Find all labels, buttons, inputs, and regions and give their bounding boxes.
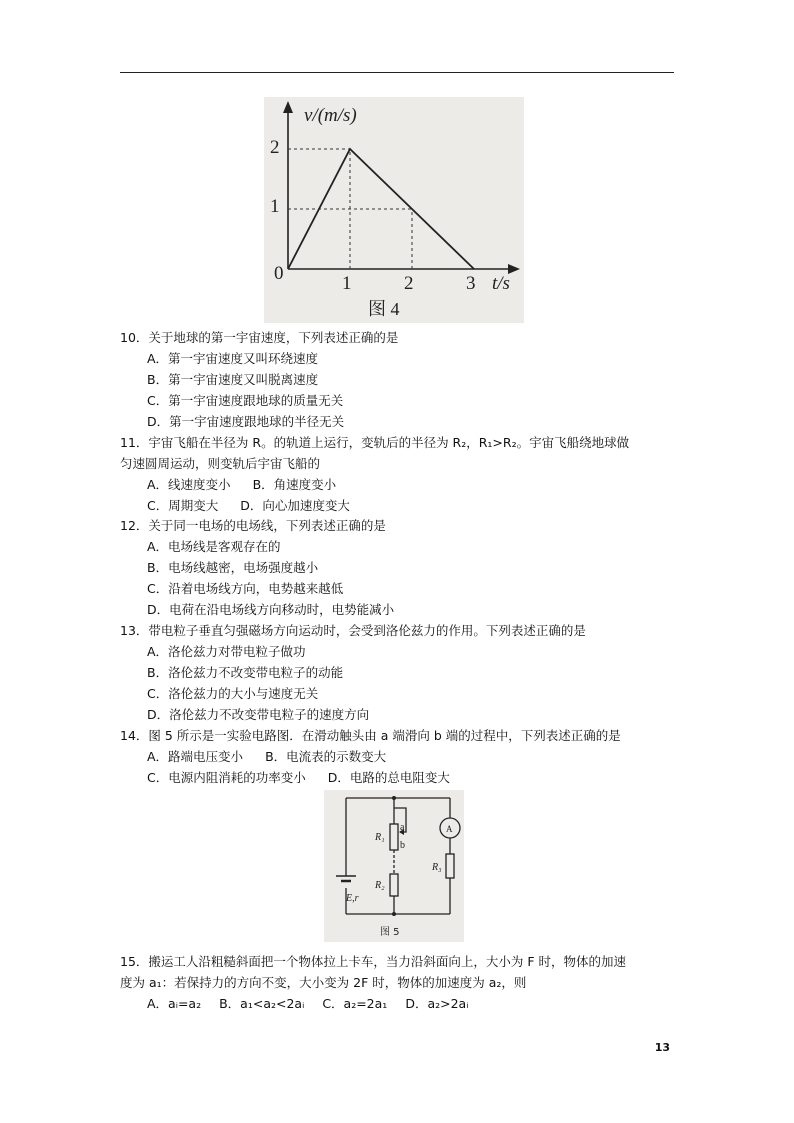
question-10-option-b: B．第一宇宙速度又叫脱离速度 <box>147 372 319 387</box>
question-12-option-b: B．电场线越密，电场强度越小 <box>147 560 319 575</box>
label-r1: R₁ <box>375 832 385 843</box>
question-10-option-d: D．第一宇宙速度跟地球的半径无关 <box>147 414 345 429</box>
resistor-r2 <box>390 874 398 896</box>
question-14-options-row1 <box>147 746 386 767</box>
question-11-stem: 11．宇宙飞船在半径为 R。的轨道上运行，变轨后的半径为 R₂，R₁>R₂。宇宙飞船绕地球做 <box>120 435 630 450</box>
question-10-option-a: A．第一宇宙速度又叫环绕速度 <box>147 351 319 366</box>
question-11-option-b: B．角速度变小 <box>252 477 337 492</box>
label-battery: E,r <box>346 893 359 904</box>
y-axis-label: v/(m/s) <box>304 105 357 126</box>
question-14-option-b: B．电流表的示数变大 <box>265 749 387 764</box>
question-13-option-d: D．洛伦兹力不改变带电粒子的速度方向 <box>147 707 370 722</box>
question-11-option-c: C．周期变大 <box>147 498 219 513</box>
x-tick-3: 3 <box>466 273 476 294</box>
label-r3: R₃ <box>432 862 442 873</box>
x-tick-1: 1 <box>342 273 352 294</box>
question-14-option-c: C．电源内阻消耗的功率变小 <box>147 770 306 785</box>
question-10-option-c: C．第一宇宙速度跟地球的质量无关 <box>147 393 344 408</box>
figure-4 <box>264 97 524 323</box>
question-14-stem: 14．图 5 所示是一实验电路图．在滑动触头由 a 端滑向 b 端的过程中，下列表述正确的是 <box>120 728 621 743</box>
label-b: b <box>400 840 405 851</box>
question-12-option-d: D．电荷在沿电场线方向移动时，电势能减小 <box>147 602 395 617</box>
question-11-options-row2 <box>147 495 350 516</box>
question-15-options <box>147 993 468 1014</box>
question-12-stem: 12．关于同一电场的电场线，下列表述正确的是 <box>120 518 386 533</box>
question-15-stem-cont: 度为 a₁：若保持力的方向不变，大小变为 2F 时，物体的加速度为 a₂，则 <box>120 975 527 990</box>
header-rule <box>120 72 674 73</box>
question-13-stem: 13．带电粒子垂直匀强磁场方向运动时，会受到洛伦兹力的作用。下列表述正确的是 <box>120 623 586 638</box>
x-axis-label: t/s <box>492 273 510 294</box>
question-10-stem: 10．关于地球的第一宇宙速度，下列表述正确的是 <box>120 330 399 345</box>
question-12-option-a: A．电场线是客观存在的 <box>147 539 281 554</box>
x-tick-2: 2 <box>404 273 414 294</box>
figure-4-graph <box>264 97 524 323</box>
question-13-option-b: B．洛伦兹力不改变带电粒子的动能 <box>147 665 344 680</box>
origin-label: 0 <box>274 263 284 284</box>
question-15-stem: 15．搬运工人沿粗糙斜面把一个物体拉上卡车，当力沿斜面向上，大小为 F 时，物体的加速 <box>120 954 627 969</box>
label-r2: R₂ <box>375 880 385 891</box>
figure-5 <box>324 790 464 942</box>
question-11-option-d: D．向心加速度变大 <box>240 498 350 513</box>
junction-bottom <box>392 912 396 916</box>
question-14-options-row2 <box>147 767 450 788</box>
y-axis-arrow <box>283 101 293 113</box>
question-13-option-c: C．洛伦兹力的大小与速度无关 <box>147 686 319 701</box>
question-15-option-a: A．aᵢ=a₂ <box>147 996 202 1011</box>
figure-4-caption: 图 4 <box>368 299 400 319</box>
question-11-stem-cont: 匀速圆周运动，则变轨后宇宙飞船的 <box>120 456 321 471</box>
question-13-option-a: A．洛伦兹力对带电粒子做功 <box>147 644 306 659</box>
resistor-r3 <box>446 854 454 878</box>
question-15-option-d: D．a₂>2aᵢ <box>405 996 469 1011</box>
question-15-option-c: C．a₂=2a₁ <box>322 996 388 1011</box>
figure-5-circuit <box>324 790 464 942</box>
y-tick-1: 1 <box>270 196 280 217</box>
junction-top <box>392 796 396 800</box>
label-ammeter: A <box>446 824 453 834</box>
resistor-r1 <box>390 824 398 850</box>
question-14-option-d: D．电路的总电阻变大 <box>327 770 450 785</box>
question-15-option-b: B．a₁<a₂<2aᵢ <box>219 996 305 1011</box>
question-11-option-a: A．线速度变小 <box>147 477 231 492</box>
question-11-options-row1 <box>147 474 336 495</box>
page-number: 13 <box>654 1041 670 1054</box>
y-tick-2: 2 <box>270 137 280 158</box>
figure-5-caption: 图 5 <box>380 927 400 938</box>
question-14-option-a: A．路端电压变小 <box>147 749 244 764</box>
label-a: a <box>400 822 405 833</box>
question-12-option-c: C．沿着电场线方向，电势越来越低 <box>147 581 344 596</box>
